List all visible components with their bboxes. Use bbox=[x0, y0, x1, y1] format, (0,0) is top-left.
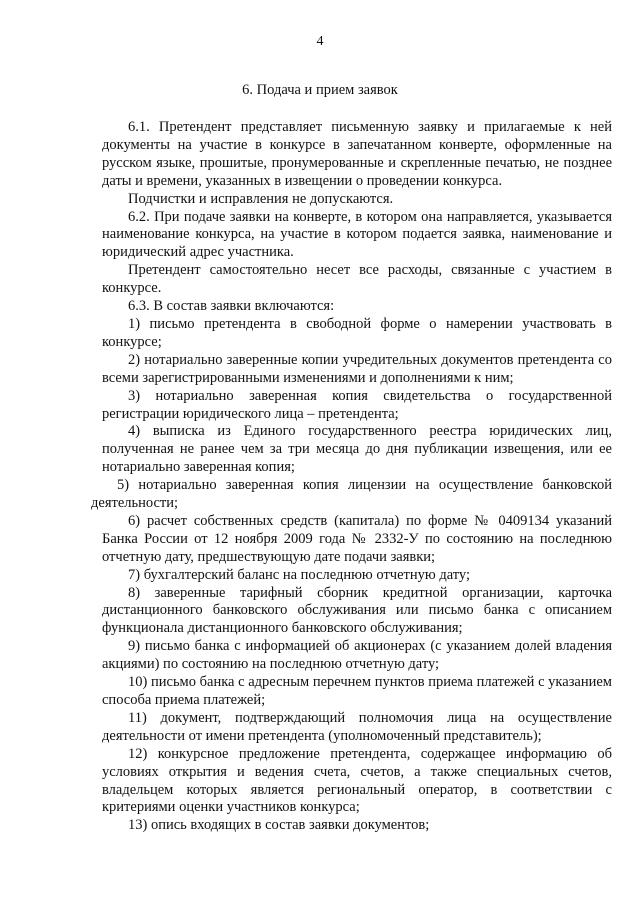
paragraph-6-2: 6.2. При подаче заявки на конверте, в котором она направляется, указывается наименование конкурса, на участие в котором подается заявка, наименование и юридический адрес участника. bbox=[102, 208, 612, 261]
paragraph-expenses: Претендент самостоятельно несет все расходы, связанные с участием в конкурсе. bbox=[102, 262, 612, 297]
document-body bbox=[91, 119, 612, 835]
list-item-13: 13) опись входящих в состав заявки документов; bbox=[128, 817, 430, 834]
list-item-11: 11) документ, подтверждающий полномочия лица на осуществление деятельности от имени претендента (уполномоченный представитель); bbox=[102, 709, 612, 744]
list-item-4: 4) выписка из Единого государственного реестра юридических лиц, полученная не ранее чем за три месяца до дня публикации извещения, или ее нотариально заверенная копия; bbox=[102, 423, 612, 476]
list-item-12: 12) конкурсное предложение претендента, содержащее информацию об условиях открытия и ведения счета, счетов, а также специальных счетов, владельцем которых является региональный оператор, в соответствии с критериями оценки участников конкурса; bbox=[102, 745, 612, 816]
list-item-9: 9) письмо банка с информацией об акционерах (с указанием долей владения акциями) по состоянию на последнюю отчетную дату; bbox=[102, 638, 612, 673]
paragraph-6-1: 6.1. Претендент представляет письменную заявку и прилагаемые к ней документы на участие в конкурсе в запечатанном конверте, оформленные на русском языке, прошитые, пронумерованные и скрепленные печатью, не позднее даты и времени, указанных в извещении о проведении конкурса. bbox=[102, 119, 612, 189]
section-heading: 6. Подача и прием заявок bbox=[242, 82, 398, 98]
list-item-1: 1) письмо претендента в свободной форме о намерении участвовать в конкурсе; bbox=[102, 315, 612, 350]
list-item-8: 8) заверенные тарифный сборник кредитной организации, карточка дистанционного банковского обслуживания или письмо банка с описанием функционала дистанционного банковского обслуживания; bbox=[102, 584, 612, 637]
list-item-6: 6) расчет собственных средств (капитала) по форме № 0409134 указаний Банка России от 12 ноября 2009 года № 2332-У по состоянию на последнюю отчетную дату, предшествующую дате подачи заявки; bbox=[102, 512, 612, 565]
list-item-2: 2) нотариально заверенные копии учредительных документов претендента со всеми зарегистрированными изменениями и дополнениями к ним; bbox=[102, 351, 612, 386]
page-number: 4 bbox=[316, 34, 324, 49]
paragraph-6-3: 6.3. В состав заявки включаются: bbox=[128, 298, 335, 315]
list-item-7: 7) бухгалтерский баланс на последнюю отчетную дату; bbox=[128, 566, 470, 583]
list-item-3: 3) нотариально заверенная копия свидетельства о государственной регистрации юридического лица – претендента; bbox=[102, 387, 612, 422]
list-item-10: 10) письмо банка с адресным перечнем пунктов приема платежей с указанием способа приема платежей; bbox=[102, 674, 612, 708]
paragraph-no-corrections: Подчистки и исправления не допускаются. bbox=[128, 190, 394, 207]
list-item-5: 5) нотариально заверенная копия лицензии на осуществление банковской деятельности; bbox=[91, 477, 612, 512]
